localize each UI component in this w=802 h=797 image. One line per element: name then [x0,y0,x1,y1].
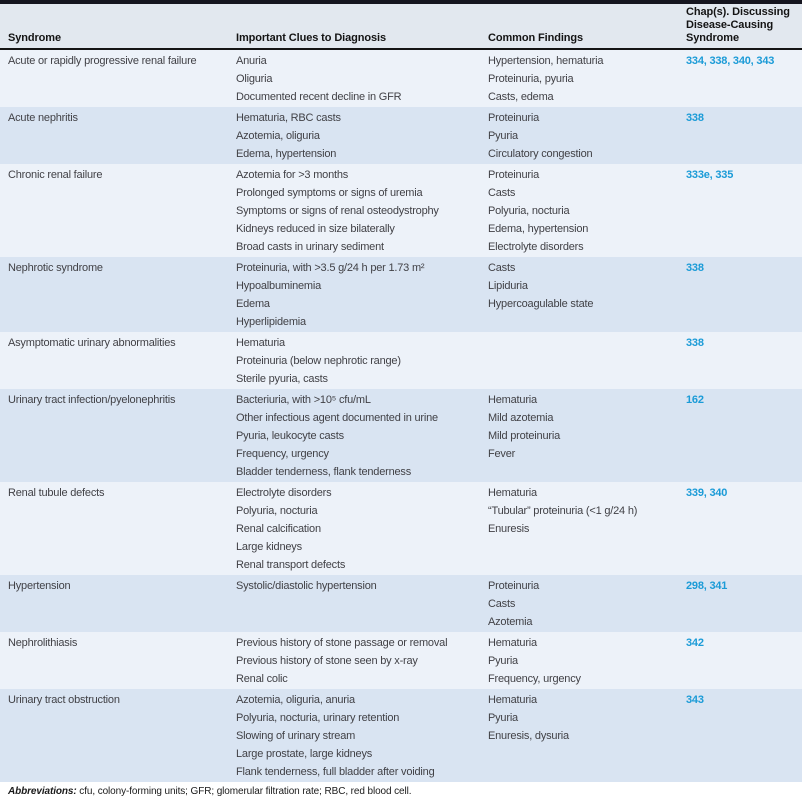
syndrome-name: Hypertension [8,580,71,592]
finding-item: Enuresis [488,523,530,535]
table-header-row [0,4,802,50]
table-row [0,689,802,782]
clue-item: Polyuria, nocturia [236,505,318,517]
findings-cell [488,52,686,106]
findings-cell [488,259,686,331]
clue-item: Renal transport defects [236,559,346,571]
clue-item: Bladder tenderness, flank tenderness [236,466,412,478]
finding-item: Casts, edema [488,91,554,103]
syndrome-cell [0,634,236,688]
finding-item: Proteinuria, pyuria [488,73,574,85]
clues-cell [236,52,488,106]
finding-item: Circulatory congestion [488,148,593,160]
chapter-refs: 338 [686,337,704,349]
syndrome-cell [0,109,236,163]
clue-item: Bacteriuria, with >10⁵ cfu/mL [236,394,371,406]
clue-item: Slowing of urinary stream [236,730,356,742]
syndrome-name: Urinary tract infection/pyelonephritis [8,394,176,406]
clue-item: Large kidneys [236,541,302,553]
finding-item: Electrolyte disorders [488,241,584,253]
clue-item: Hematuria, RBC casts [236,112,341,124]
chapters-cell [686,484,802,574]
table-body [0,50,802,782]
clue-item: Kidneys reduced in size bilaterally [236,223,395,235]
finding-item: Pyuria [488,130,518,142]
chapter-refs: 338 [686,262,704,274]
clue-item: Renal calcification [236,523,321,535]
finding-item: Casts [488,598,516,610]
chapters-cell [686,52,802,106]
clue-item: Pyuria, leukocyte casts [236,430,344,442]
chapters-cell [686,691,802,781]
findings-cell [488,577,686,631]
clue-item: Prolonged symptoms or signs of uremia [236,187,423,199]
chapter-refs: 338 [686,112,704,124]
finding-item: Casts [488,262,516,274]
finding-item: Fever [488,448,516,460]
clues-cell [236,577,488,631]
clue-item: Azotemia, oliguria, anuria [236,694,355,706]
finding-item: Mild proteinuria [488,430,561,442]
clues-cell [236,259,488,331]
finding-item: Hematuria [488,637,537,649]
syndrome-name: Nephrotic syndrome [8,262,103,274]
clues-cell [236,109,488,163]
syndrome-cell [0,259,236,331]
clue-item: Proteinuria, with >3.5 g/24 h per 1.73 m² [236,262,425,274]
finding-item: Casts [488,187,516,199]
chapter-refs: 343 [686,694,704,706]
chapter-refs: 339, 340 [686,487,728,499]
syndrome-name: Acute nephritis [8,112,78,124]
chapter-refs: 342 [686,637,704,649]
abbreviations-note [0,782,802,797]
chapter-refs: 298, 341 [686,580,728,592]
syndrome-cell [0,166,236,256]
chapter-refs: 162 [686,394,704,406]
table-row [0,332,802,389]
findings-cell [488,166,686,256]
finding-item: Polyuria, nocturia [488,205,570,217]
syndrome-name: Renal tubule defects [8,487,105,499]
clue-item: Previous history of stone seen by x-ray [236,655,418,667]
table-row [0,164,802,257]
findings-cell [488,334,686,388]
chapter-refs: 333e, 335 [686,169,734,181]
chapters-cell [686,634,802,688]
syndrome-name: Acute or rapidly progressive renal failure [8,55,197,67]
findings-cell [488,484,686,574]
column-header-syndrome: Syndrome [8,32,61,44]
chapter-refs: 334, 338, 340, 343 [686,55,775,67]
clues-cell [236,166,488,256]
chapters-cell [686,391,802,481]
finding-item: Pyuria [488,712,518,724]
syndrome-name: Asymptomatic urinary abnormalities [8,337,176,349]
clues-cell [236,634,488,688]
syndrome-name: Urinary tract obstruction [8,694,120,706]
clue-item: Frequency, urgency [236,448,329,460]
table-row [0,575,802,632]
finding-item: Frequency, urgency [488,673,581,685]
finding-item: Hypertension, hematuria [488,55,604,67]
clue-item: Large prostate, large kidneys [236,748,373,760]
clues-cell [236,391,488,481]
clues-cell [236,484,488,574]
clues-cell [236,691,488,781]
clue-item: Oliguria [236,73,273,85]
syndrome-cell [0,334,236,388]
column-header-chapters: Chap(s). Discussing Disease-Causing Syndrome [686,6,790,44]
syndrome-name: Nephrolithiasis [8,637,78,649]
clue-item: Other infectious agent documented in urine [236,412,438,424]
clue-item: Anuria [236,55,267,67]
clue-item: Sterile pyuria, casts [236,373,328,385]
clue-item: Electrolyte disorders [236,487,332,499]
clues-cell [236,334,488,388]
finding-item: Azotemia [488,616,533,628]
clue-item: Broad casts in urinary sediment [236,241,384,253]
chapters-cell [686,334,802,388]
syndrome-cell [0,484,236,574]
clue-item: Hyperlipidemia [236,316,306,328]
chapters-cell [686,259,802,331]
finding-item: Hematuria [488,694,537,706]
finding-item: Pyuria [488,655,518,667]
findings-cell [488,634,686,688]
clue-item: Systolic/diastolic hypertension [236,580,377,592]
table-row [0,107,802,164]
finding-item: Proteinuria [488,169,539,181]
finding-item: Hematuria [488,487,537,499]
table-row [0,389,802,482]
clue-item: Renal colic [236,673,288,685]
clue-item: Previous history of stone passage or removal [236,637,448,649]
finding-item: Enuresis, dysuria [488,730,569,742]
column-header-clues: Important Clues to Diagnosis [236,32,386,44]
table-row [0,632,802,689]
syndrome-cell [0,691,236,781]
abbreviations-text: cfu, colony-forming units; GFR; glomerular filtration rate; RBC, red blood cell. [76,786,412,797]
clue-item: Symptoms or signs of renal osteodystrophy [236,205,439,217]
table-row [0,257,802,332]
chapters-cell [686,109,802,163]
chapters-cell [686,166,802,256]
clue-item: Edema [236,298,270,310]
finding-item: Edema, hypertension [488,223,589,235]
clue-item: Azotemia for >3 months [236,169,349,181]
finding-item: Mild azotemia [488,412,554,424]
column-header-findings: Common Findings [488,32,584,44]
clue-item: Edema, hypertension [236,148,337,160]
clue-item: Hypoalbuminemia [236,280,322,292]
findings-cell [488,109,686,163]
syndrome-cell [0,52,236,106]
finding-item: Proteinuria [488,580,539,592]
clue-item: Documented recent decline in GFR [236,91,402,103]
table-row [0,50,802,107]
finding-item: “Tubular” proteinuria (<1 g/24 h) [488,505,638,517]
syndrome-cell [0,577,236,631]
table-row [0,482,802,575]
finding-item: Proteinuria [488,112,539,124]
clue-item: Hematuria [236,337,285,349]
clue-item: Azotemia, oliguria [236,130,320,142]
finding-item: Hypercoagulable state [488,298,594,310]
clue-item: Polyuria, nocturia, urinary retention [236,712,400,724]
clue-item: Proteinuria (below nephrotic range) [236,355,401,367]
syndrome-cell [0,391,236,481]
clue-item: Flank tenderness, full bladder after voiding [236,766,435,778]
findings-cell [488,391,686,481]
findings-cell [488,691,686,781]
syndrome-name: Chronic renal failure [8,169,103,181]
finding-item: Hematuria [488,394,537,406]
finding-item: Lipiduria [488,280,528,292]
abbreviations-label: Abbreviations: [8,786,77,797]
chapters-cell [686,577,802,631]
